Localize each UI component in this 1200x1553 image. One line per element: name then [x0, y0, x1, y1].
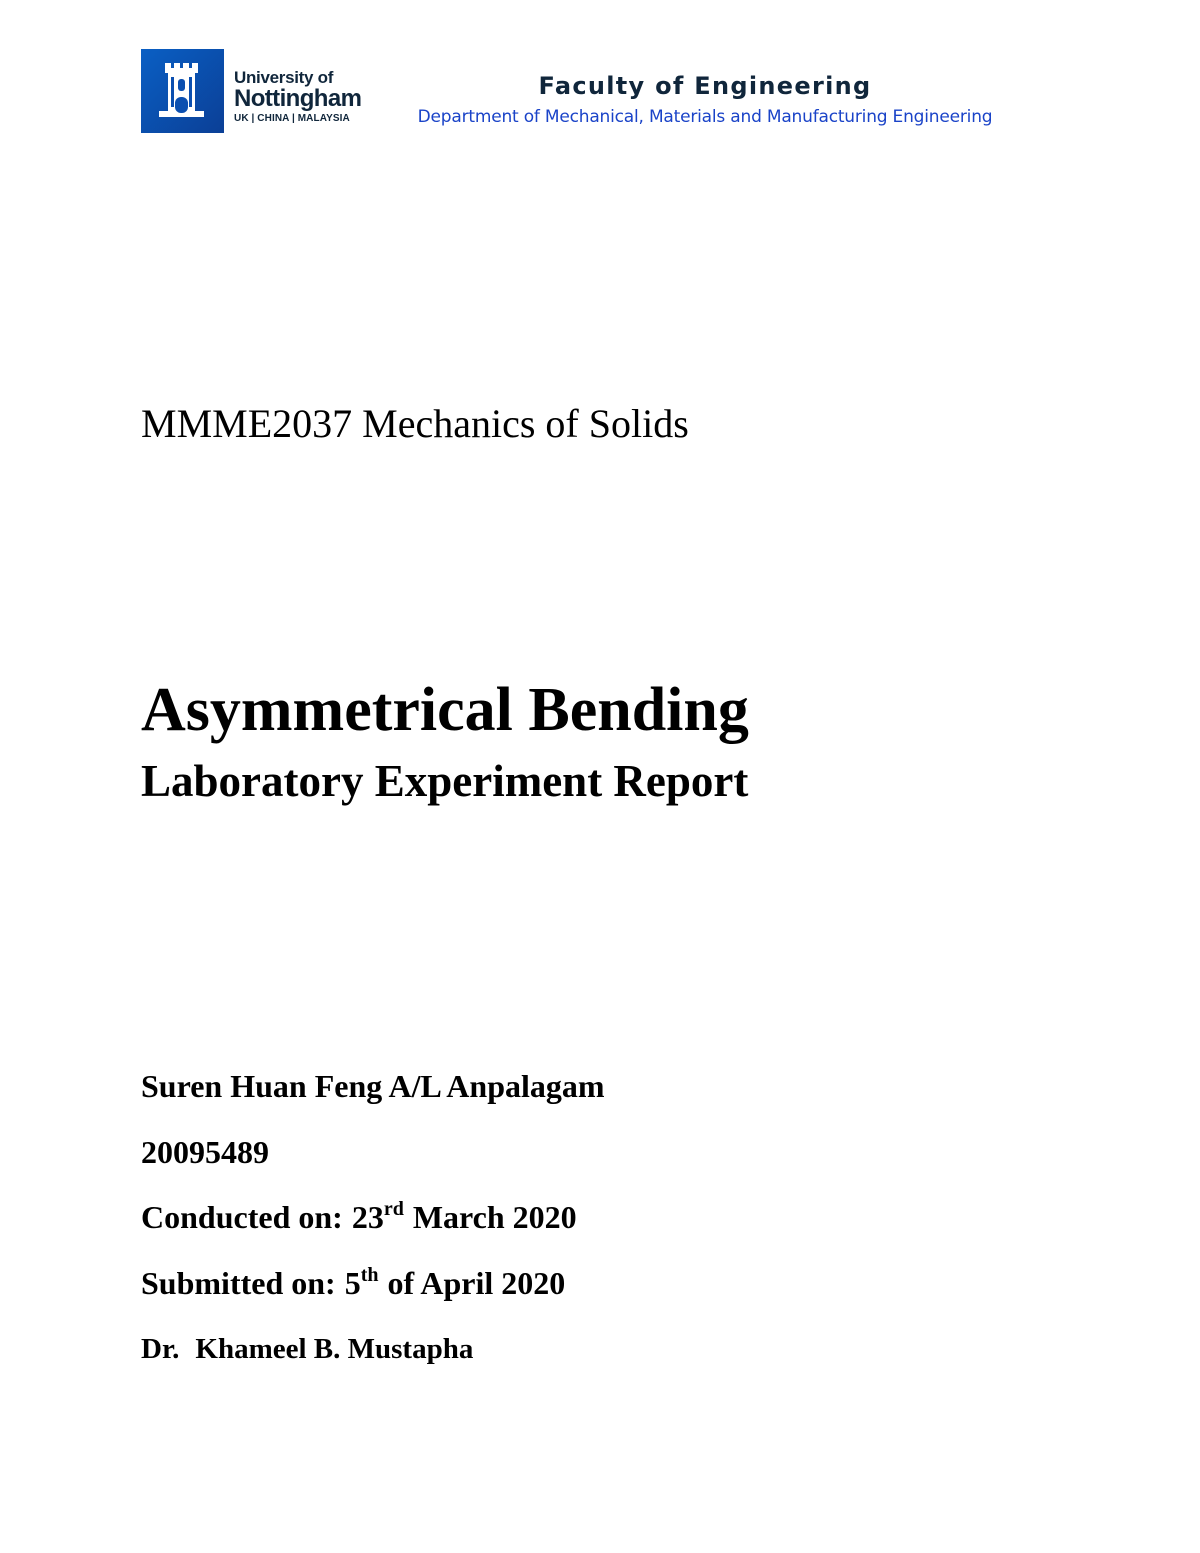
university-logo: [141, 49, 365, 133]
logo-wordmark: [234, 69, 368, 127]
supervisor-name: Khameel B. Mustapha: [195, 1333, 474, 1365]
conducted-day-suffix: rd: [383, 1198, 404, 1220]
course-title: MMME2037 Mechanics of Solids: [141, 401, 689, 446]
author-name: Suren Huan Feng A/L Anpalagam: [141, 1068, 605, 1104]
castle-crest-icon: [141, 49, 224, 133]
faculty-heading: Faculty of Engineering: [538, 72, 872, 100]
supervisor-title: Dr.: [141, 1333, 180, 1365]
student-id: 20095489: [141, 1134, 269, 1170]
logo-line-nottingham: Nottingham: [234, 85, 362, 112]
report-subtitle: Laboratory Experiment Report: [141, 756, 749, 806]
submitted-day-suffix: th: [360, 1264, 379, 1286]
department-heading: Department of Mechanical, Materials and Manufacturing Engineering: [417, 107, 993, 127]
logo-line-university-of: University of: [234, 68, 334, 87]
conducted-label: Conducted on:: [141, 1199, 343, 1235]
logo-line-campuses: UK | CHINA | MALAYSIA: [234, 113, 350, 124]
submitted-label: Submitted on:: [141, 1265, 336, 1301]
submitted-date: [141, 1263, 565, 1303]
conducted-month-year: March 2020: [412, 1199, 577, 1235]
conducted-day: 23: [351, 1199, 384, 1235]
submitted-day: 5: [344, 1265, 361, 1301]
submitted-month-year: of April 2020: [387, 1265, 566, 1301]
supervisor: [141, 1329, 473, 1369]
conducted-date: [141, 1197, 577, 1237]
report-title: Asymmetrical Bending: [141, 676, 749, 744]
